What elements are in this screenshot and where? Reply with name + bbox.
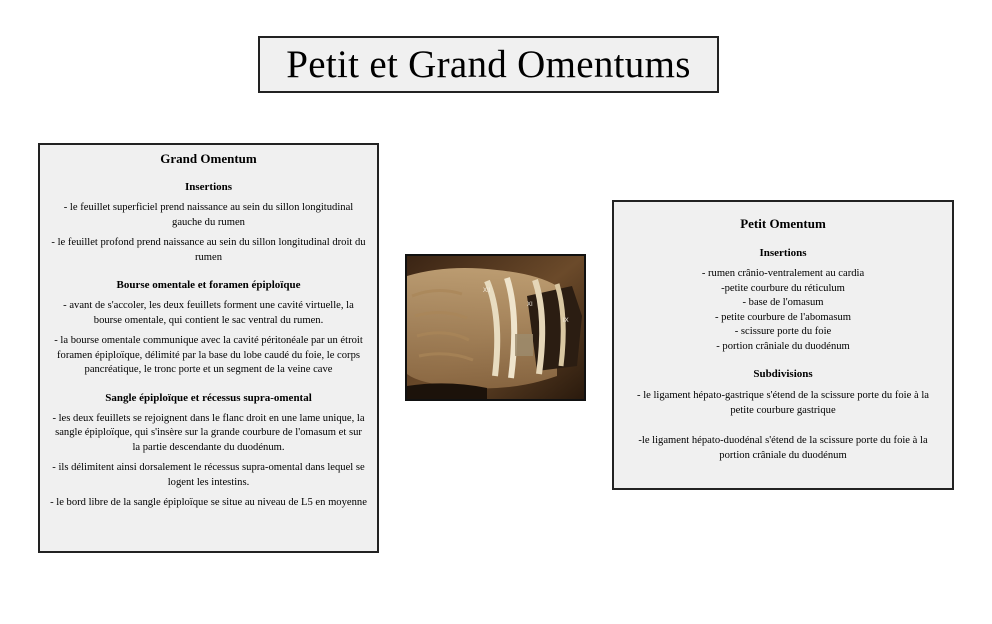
- petit-omentum-heading: Petit Omentum: [740, 216, 826, 231]
- anatomy-photo: [405, 254, 586, 401]
- list-item: - scissure porte du foie: [734, 326, 832, 337]
- paragraph: - le feuillet superficiel prend naissance au sein du sillon longitudinal gauche du rumen: [63, 202, 354, 228]
- list-item: - rumen crânio-ventralement au cardia: [701, 268, 865, 279]
- list-item: - le ligament hépato-gastrique s'étend de la scissure porte du foie à la petite courbure gastrique: [637, 390, 929, 416]
- list-item: -petite courbure du réticulum: [721, 282, 845, 294]
- list-item: -le ligament hépato-duodénal s'étend de la scissure porte du foie à la portion crâniale du duodénum: [638, 435, 928, 461]
- paragraph: - avant de s'accoler, les deux feuillets forment une cavité virtuelle, la bourse omentale, qui contient le sac ventral du rumen.: [63, 300, 354, 326]
- subdivisions-heading: Subdivisions: [753, 368, 813, 380]
- paragraph: - les deux feuillets se rejoignent dans le flanc droit en une lame unique, la sangle épiploïque, qui s'insère sur la grande courbure de l'omasum et sur la partie descendante du duodénum.: [52, 412, 365, 453]
- rib-label-xii: XII: [483, 288, 491, 294]
- bourse-omentale-heading: Bourse omentale et foramen épiploïque: [116, 279, 301, 291]
- list-item: - base de l'omasum: [742, 297, 824, 308]
- grand-omentum-heading: Grand Omentum: [160, 151, 257, 166]
- rib-label-ix: IX: [563, 318, 569, 324]
- insertions-heading: Insertions: [759, 247, 807, 259]
- paragraph: - le feuillet profond prend naissance au sein du sillon longitudinal droit du rumen: [51, 237, 366, 263]
- insertions-list: [624, 267, 942, 354]
- page-title: Petit et Grand Omentums: [258, 36, 719, 93]
- rib-label-xi: XI: [527, 302, 533, 308]
- sangle-epiploique-heading: Sangle épiploïque et récessus supra-omental: [105, 391, 312, 404]
- subdivisions-list: [624, 389, 942, 463]
- grand-omentum-panel: [38, 143, 379, 553]
- insertions-heading: Insertions: [184, 181, 233, 193]
- paragraph: - ils délimitent ainsi dorsalement le récessus supra-omental dans lequel se logent les intestins.: [52, 462, 365, 488]
- list-item: - portion crâniale du duodénum: [716, 340, 850, 352]
- list-item: - petite courbure de l'abomasum: [714, 311, 852, 323]
- paragraph: - la bourse omentale communique avec la cavité péritonéale par un étroit foramen épiploïque, délimité par la base du lobe caudé du foie, le corps pancréatique, le tronc porte et un segment de la veine cave: [54, 335, 363, 375]
- paragraph: - le bord libre de la sangle épiploïque se situe au niveau de L5 en moyenne: [50, 497, 367, 508]
- petit-omentum-panel: [612, 200, 954, 490]
